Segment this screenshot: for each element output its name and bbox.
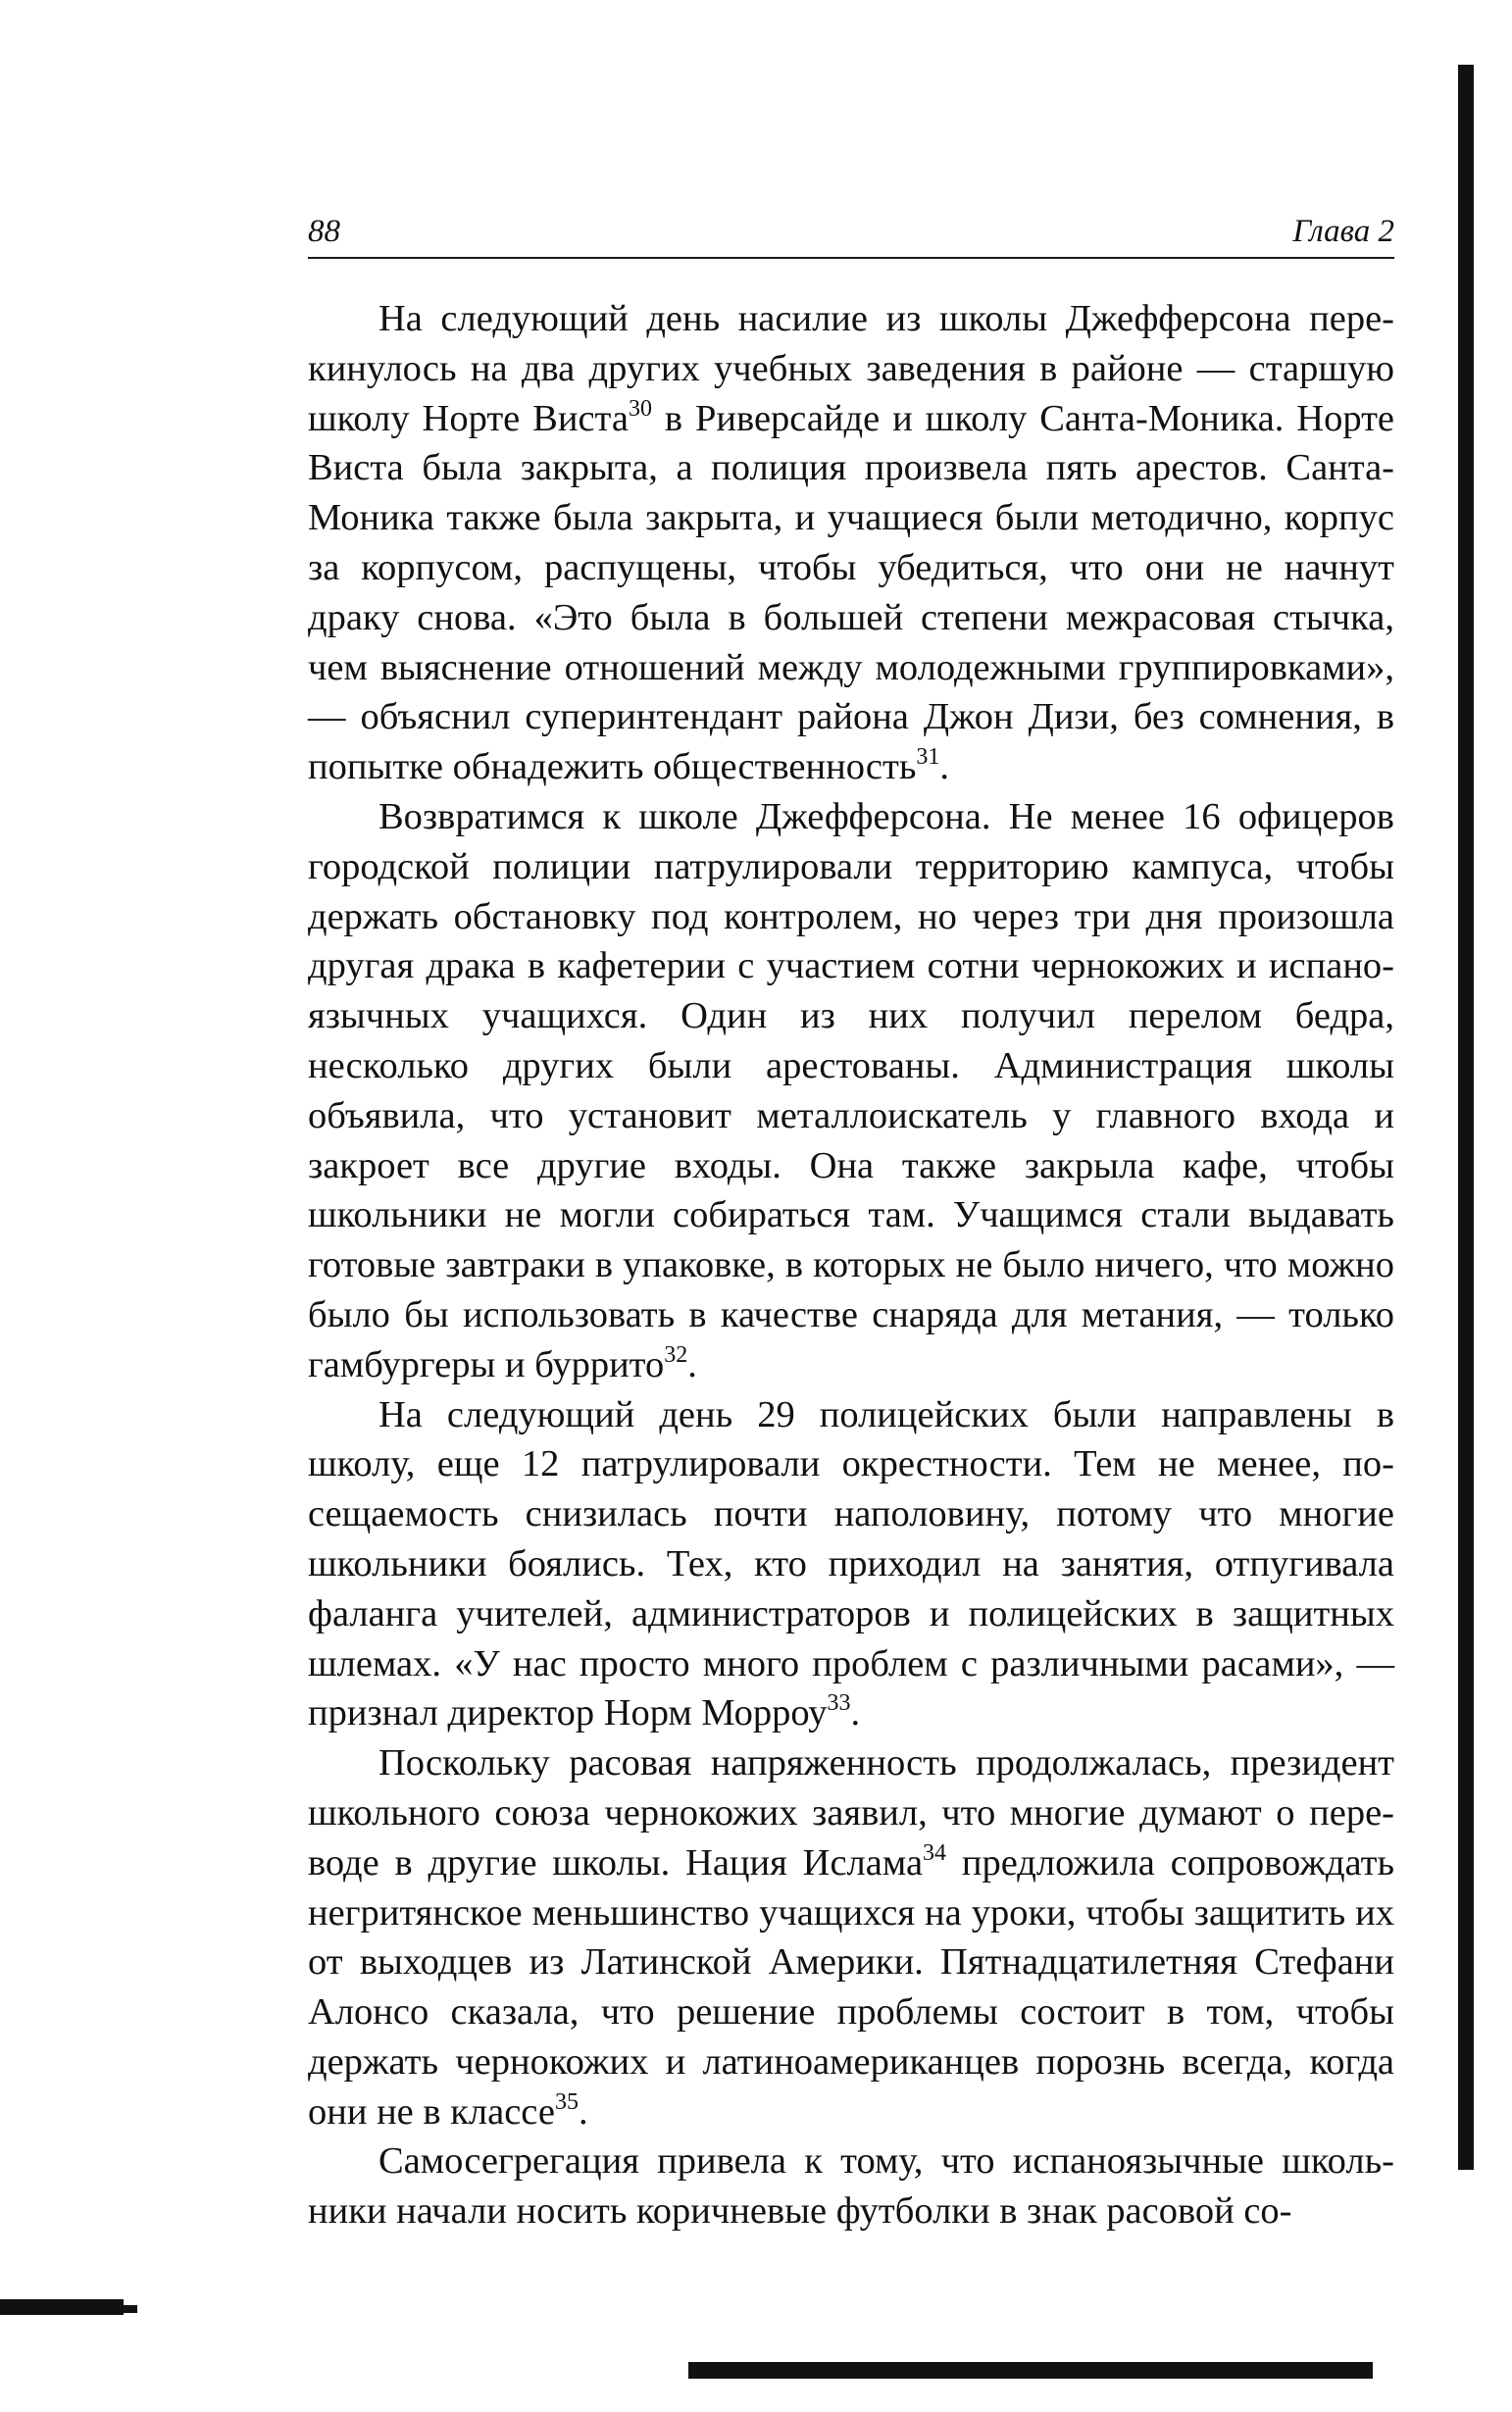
paragraph [308, 792, 1394, 1390]
paragraph [308, 1738, 1394, 2136]
scan-edge-mark-bottom [688, 2362, 1373, 2379]
paragraph-text: предложила сопровождать негритянское меньшинство учащихся на уроки, чтобы защитить их от выходцев из Латинской Америки. Пятнадцатилетняя Стефани Алонсо сказала, что решение проблемы состоит в том, чтобы держать чернокожих и латиноамериканцев порознь всегда, когда они не в классе [308, 1841, 1395, 2133]
paragraph-text: . [939, 746, 950, 788]
paragraph-text: . [578, 2090, 588, 2133]
paragraph-text: . [687, 1343, 697, 1385]
chapter-title: Глава 2 [1292, 214, 1394, 249]
paragraph-text: На следующий день 29 полицейских были направлены в школу, еще 12 патрулировали окрестности. Тем не менее, посещаемость снизилась почти наполовину, потому что многие школьники боялись. Тех, кто приходил на занятия, отпугивала фаланга учителей, администраторов и полицейских в защитных шлемах. «У нас просто много проблем с различными расами», — признал директор Норм Морроу [308, 1393, 1394, 1734]
running-head [308, 214, 1394, 259]
paragraph [308, 2136, 1394, 2236]
footnote-reference: 30 [628, 395, 652, 422]
paragraph-text: Поскольку расовая напряженность продолжалась, президент школьного союза чернокожих заявил, что многие думают о переводе в другие школы. Нация Ислама [308, 1742, 1394, 1884]
page-number: 88 [308, 214, 340, 249]
footnote-reference: 33 [827, 1690, 851, 1717]
scan-edge-mark-right [1458, 65, 1474, 2170]
paragraph-text: . [850, 1692, 861, 1734]
paragraph-text: в Риверсайде и школу Санта-Моника. Норте Виста была закрыта, а полиция произвела пять арестов. Санта-Моника также была закрыта, и учащиеся были методично, корпус за корпусом, распущены, чтобы убедиться, что они не начнут драку снова. «Это была в большей степени межрасовая стычка, чем выяснение отношений между молодежными группировками», — объяснил суперинтендант района Джон Дизи, без сомнения, в попытке обнадежить общественность [308, 397, 1394, 788]
footnote-reference: 32 [664, 1341, 688, 1368]
paragraph [308, 1390, 1394, 1739]
paragraph-text: На следующий день насилие из школы Джефферсона перекинулось на два других учебных заведения в районе — старшую школу Норте Виста [308, 298, 1394, 439]
paragraph-text: Самосегрегация привела к тому, что испаноязычные школьники начали носить коричневые футболки в знак расовой со- [308, 2140, 1394, 2233]
paragraph [308, 294, 1394, 792]
footnote-reference: 31 [916, 744, 940, 771]
paragraph-text: Возвратимся к школе Джефферсона. Не менее 16 офицеров городской полиции патрулировали территорию кампуса, чтобы держать обстановку под контролем, но через три дня произошла другая драка в кафетерии с участием сотни чернокожих и испаноязычных учащихся. Один из них получил перелом бедра, несколько других были арестованы. Администрация школы объявила, что установит металлоискатель у главного входа и закроет все другие входы. Она также закрыла кафе, чтобы школьники не могли собираться там. Учащимся стали выдавать готовые завтраки в упаковке, в которых не было ничего, что можно было бы использовать в качестве снаряда для метания, — только гамбургеры и буррито [308, 795, 1394, 1385]
footnote-reference: 35 [554, 2088, 579, 2115]
scan-edge-mark-bottom-left [0, 2299, 124, 2315]
body-text [308, 294, 1394, 2236]
footnote-reference: 34 [923, 1839, 947, 1866]
